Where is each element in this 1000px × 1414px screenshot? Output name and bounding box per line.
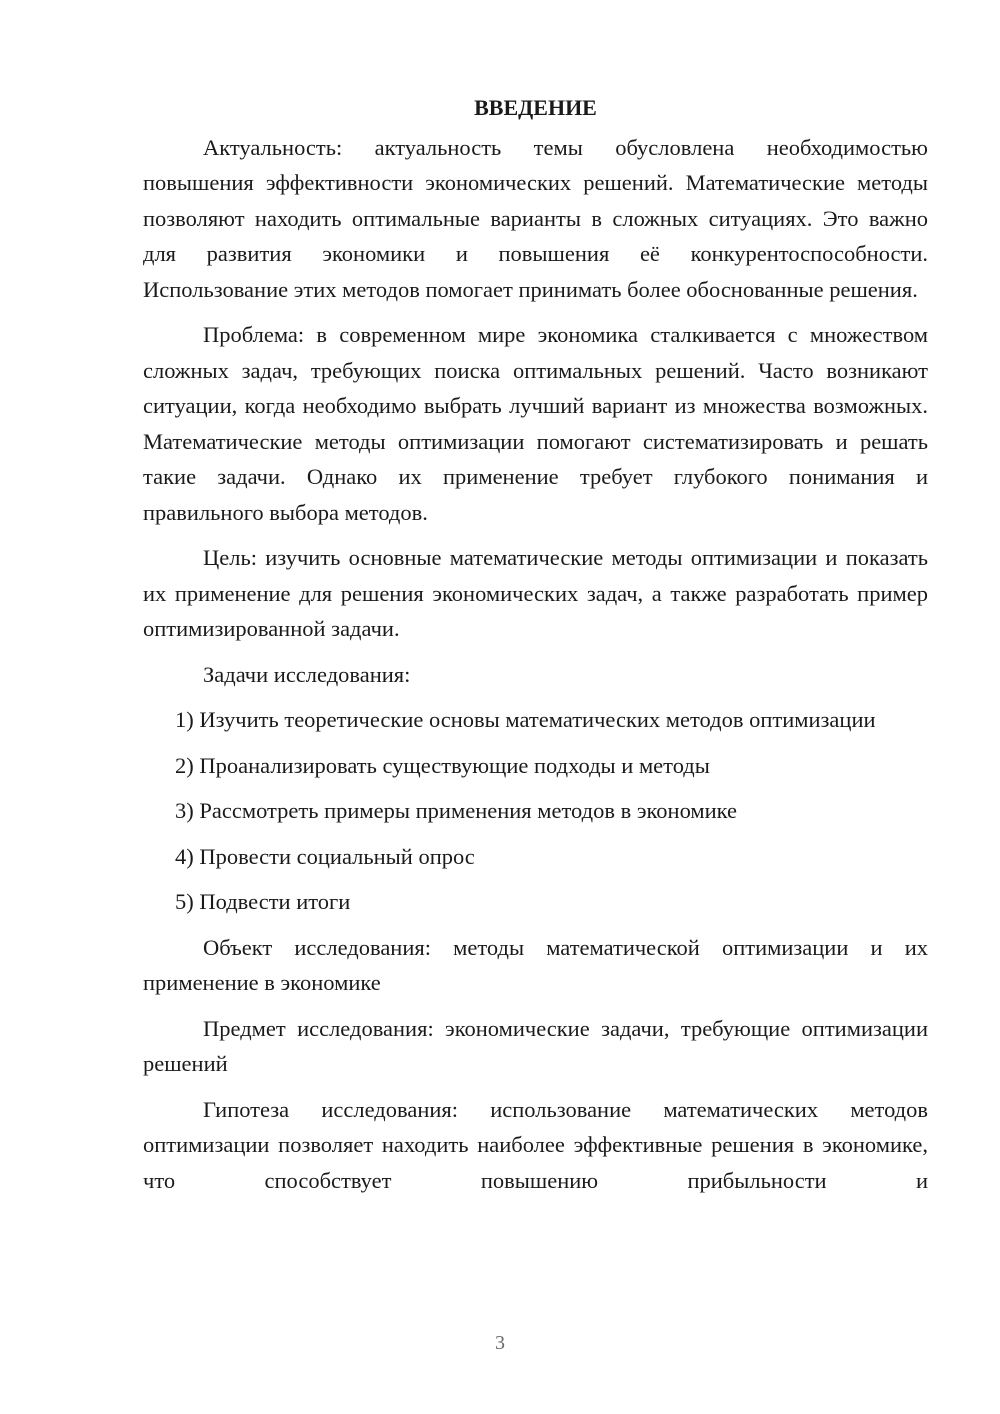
page-number: 3: [495, 1332, 505, 1354]
paragraph-object: Объект исследования: методы математической оптимизации и их применение в экономике: [143, 934, 928, 995]
page-content: [143, 90, 928, 1208]
tasks-heading: Задачи исследования:: [203, 661, 411, 687]
paragraph-problem: Проблема: в современном мире экономика сталкивается с множеством сложных задач, требующих поиска оптимальных решений. Часто возникают ситуации, когда необходимо выбрать лучший вариант из множества возможных. Математические методы оптимизации помогают систематизировать и решать такие задачи. Однако их применение требует глубокого понимания и правильного выбора методов.: [143, 322, 928, 525]
paragraph-subject: Предмет исследования: экономические задачи, требующие оптимизации решений: [143, 1015, 928, 1076]
task-item-4: 4) Провести социальный опрос: [175, 843, 475, 869]
task-item-3: 3) Рассмотреть примеры применения методов в экономике: [175, 798, 738, 823]
paragraph-goal: Цель: изучить основные математические методы оптимизации и показать их применение для решения экономических задач, а также разработать пример оптимизированной задачи.: [143, 545, 928, 641]
task-item-5: 5) Подвести итоги: [175, 889, 351, 914]
paragraph-relevance: Актуальность: актуальность темы обусловлена необходимостью повышения эффективности экономических решений. Математические методы позволяют находить оптимальные варианты в сложных ситуациях. Это важно для развития экономики и повышения её конкурентоспособности. Использование этих методов помогает принимать более обоснованные решения.: [143, 134, 928, 302]
task-item-1: 1) Изучить теоретические основы математических методов оптимизации: [175, 707, 876, 732]
task-item-2: 2) Проанализировать существующие подходы и методы: [175, 752, 710, 778]
page-title: ВВЕДЕНИЕ: [474, 95, 597, 120]
paragraph-hypothesis: Гипотеза исследования: использование математических методов оптимизации позволяет находить наиболее эффективные решения в экономике, что способствует повышению прибыльности и: [143, 1096, 928, 1193]
